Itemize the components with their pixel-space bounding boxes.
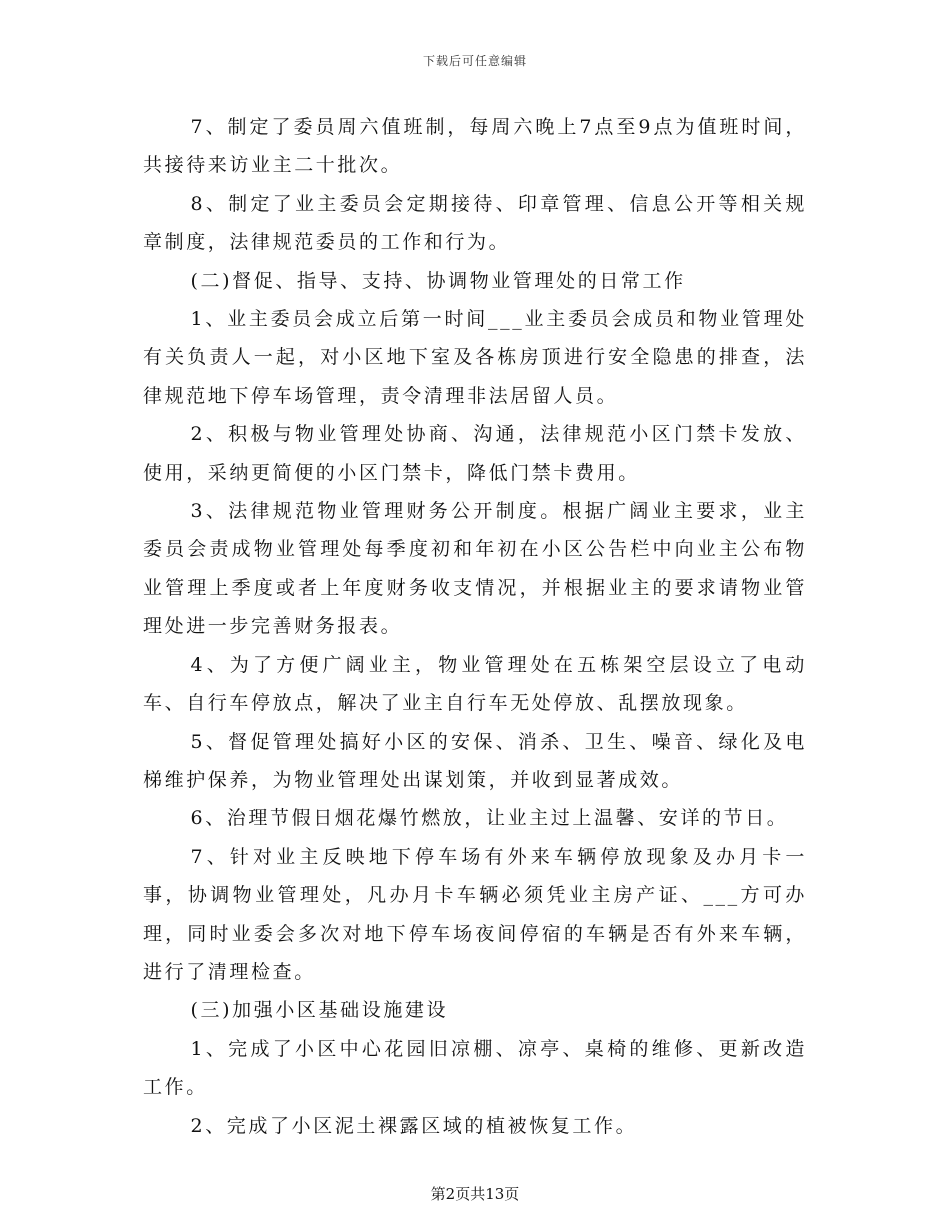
paragraph-financial-disclosure: 3、法律规范物业管理财务公开制度。根据广阔业主要求，业主委员会责成物业管理处每季度初和年初在小区公告栏中向业主公布物业管理上季度或者上年度财务收支情况，并根据业主的要求请物业管理处进一步完善财务报表。 <box>143 500 807 638</box>
paragraph-regulations: 8、制定了业主委员会定期接待、印章管理、信息公开等相关规章制度，法律规范委员的工作和行为。 <box>143 192 807 254</box>
paragraph-bike-parking: 4、为了方便广阔业主，物业管理处在五栋架空层设立了电动车、自行车停放点，解决了业主自行车无处停放、乱摆放现象。 <box>143 653 807 715</box>
page-header: 下载后可任意编辑 <box>422 54 527 68</box>
paragraph-fireworks: 6、治理节假日烟花爆竹燃放，让业主过上温馨、安详的节日。 <box>190 807 789 830</box>
section-heading-3: (三)加强小区基础设施建设 <box>190 999 449 1022</box>
paragraph-vegetation: 2、完成了小区泥土裸露区域的植被恢复工作。 <box>190 1114 638 1137</box>
section-heading-2: (二)督促、指导、支持、协调物业管理处的日常工作 <box>190 269 686 292</box>
page-number: 第2页共13页 <box>430 1185 520 1203</box>
paragraph-maintenance: 5、督促管理处搞好小区的安保、消杀、卫生、噪音、绿化及电梯维护保养，为物业管理处出谋划策，并收到显著成效。 <box>143 730 807 791</box>
paragraph-parking-monthly-card: 7、针对业主反映地下停车场有外来车辆停放现象及办月卡一事，协调物业管理处，凡办月卡车辆必须凭业主房产证、___方可办理，同时业委会多次对地下停车场夜间停宿的车辆是否有外来车辆，进行了清理检查。 <box>143 845 807 983</box>
paragraph-access-card: 2、积极与物业管理处协商、沟通，法律规范小区门禁卡发放、使用，采纳更简便的小区门禁卡，降低门禁卡费用。 <box>143 423 807 484</box>
paragraph-duty-roster: 7、制定了委员周六值班制，每周六晚上7点至9点为值班时间，共接待来访业主二十批次。 <box>143 116 807 177</box>
paragraph-safety-inspection: 1、业主委员会成立后第一时间___业主委员会成员和物业管理处有关负责人一起，对小区地下室及各栋房顶进行安全隐患的排查，法律规范地下停车场管理，责令清理非法居留人员。 <box>143 308 807 407</box>
document-body <box>143 108 807 1145</box>
paragraph-garden-renovation: 1、完成了小区中心花园旧凉棚、凉亭、桌椅的维修、更新改造工作。 <box>143 1037 807 1099</box>
